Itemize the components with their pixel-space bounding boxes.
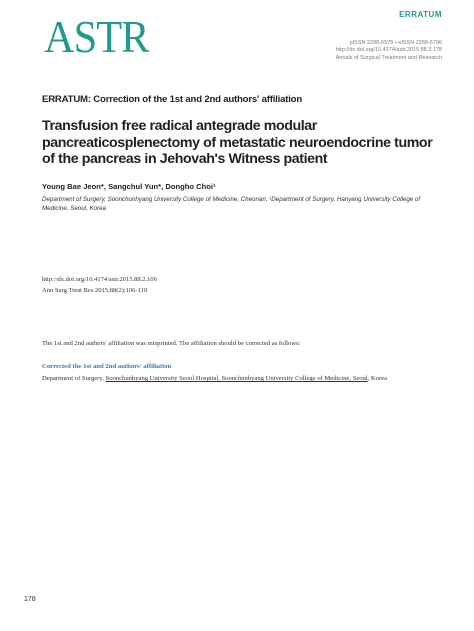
- erratum-statement: The 1st and 2nd authors' affiliation was misprinted. The affiliation should be corrected as follows:: [42, 340, 301, 347]
- doi-header-link[interactable]: http://dx.doi.org/10.4174/astr.2015.88.3.178: [335, 47, 442, 54]
- journal-logo: ASTR: [44, 11, 149, 62]
- author-affiliation: Department of Surgery, Soonchunhyang University College of Medicine, Cheonan, ¹Department of Surgery, Hanyang University College of Medicine, Seoul, Korea: [42, 196, 421, 213]
- citation-block: [42, 275, 157, 296]
- journal-name: Annals of Surgical Treatment and Research: [335, 54, 442, 61]
- article-title: Transfusion free radical antegrade modular pancreaticosplenectomy of metastatic neuroendocrine tumor of the pancreas in Jehovah's Witness patient: [42, 118, 433, 167]
- correction-heading: Corrected the 1st and 2nd authors' affiliation: [42, 363, 172, 370]
- journal-meta: [336, 40, 442, 62]
- corrected-affiliation-prefix: Department of Surgery,: [42, 375, 106, 382]
- citation-reference: Ann Surg Treat Res 2015;88(2):106-110: [42, 286, 148, 294]
- issn-line: pISSN 2288-6575 • eISSN 2288-6796: [349, 40, 442, 46]
- corrected-affiliation-underlined: Soonchunhyang University Seoul Hospital, Soonchunhyang University College of Medicine, Seoul: [105, 375, 368, 382]
- erratum-kicker: ERRATUM: Correction of the 1st and 2nd authors' affiliation: [42, 94, 303, 105]
- citation-doi-link[interactable]: http://dx.doi.org/10.4174/astr.2015.88.2.106: [42, 276, 157, 283]
- page-number: 178: [24, 596, 36, 603]
- corrected-affiliation-suffix: , Korea: [367, 375, 388, 382]
- erratum-tag: ERRATUM: [399, 10, 442, 19]
- author-list: Young Bae Jeon*, Sangchul Yun*, Dongho Choi¹: [42, 182, 216, 191]
- corrected-affiliation: [42, 375, 387, 382]
